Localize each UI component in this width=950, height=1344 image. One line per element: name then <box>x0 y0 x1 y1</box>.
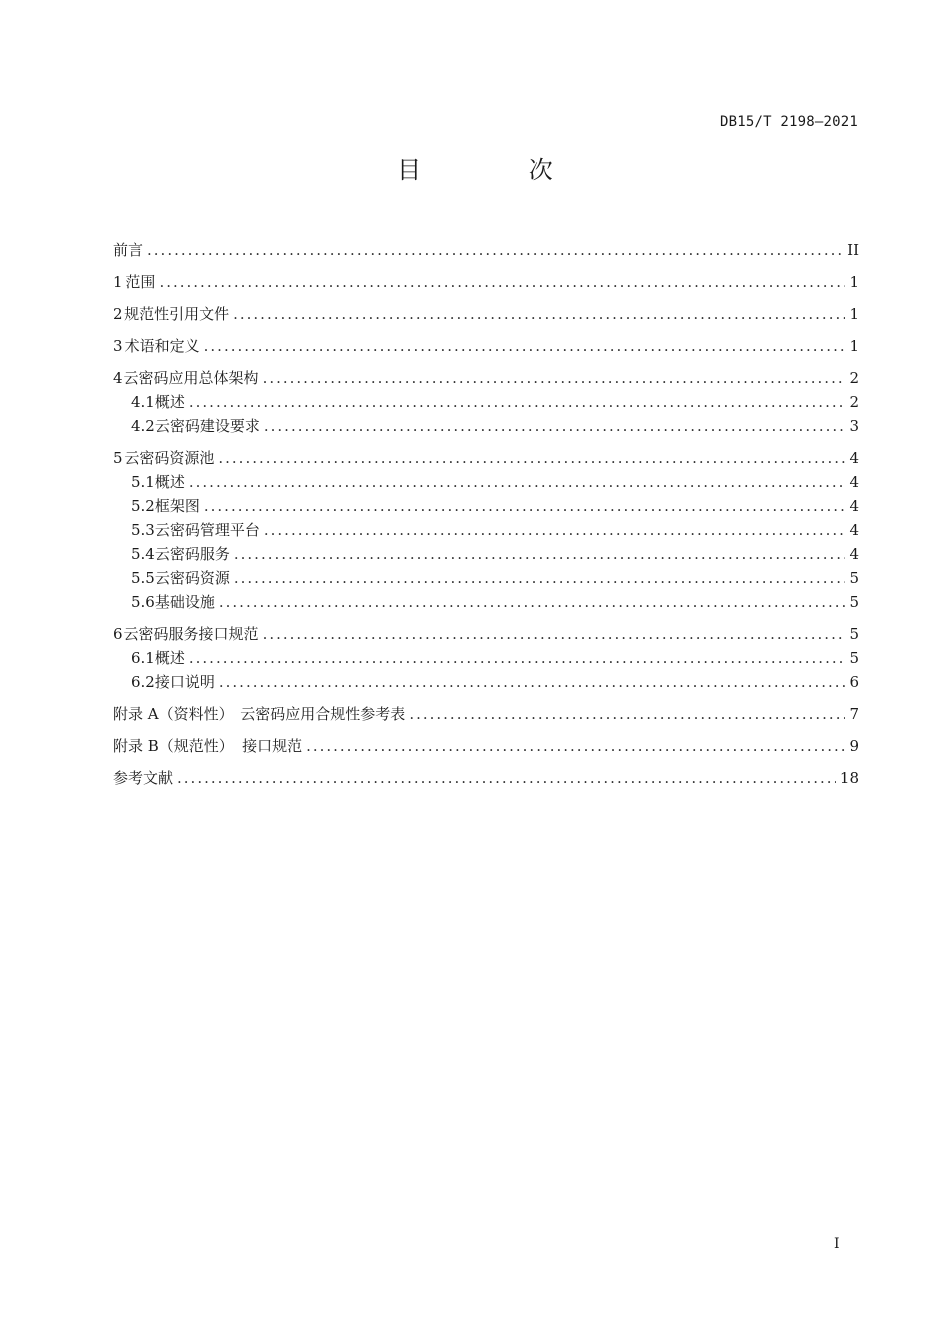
toc-entry[interactable] <box>113 390 859 414</box>
page-title: 目 次 <box>397 156 603 184</box>
toc-entry[interactable] <box>113 494 859 518</box>
toc-entry-number: 6 <box>113 625 123 643</box>
toc-entry[interactable] <box>113 702 859 726</box>
toc-leader-dots <box>204 494 845 518</box>
toc-leader-dots <box>234 542 845 566</box>
toc-entry[interactable] <box>113 670 859 694</box>
toc-leader-dots <box>177 766 836 790</box>
toc-entry-label: 云密码服务接口规范 <box>123 625 259 643</box>
toc-entry[interactable] <box>113 334 859 358</box>
toc-entry-label: 附录 B（规范性） <box>113 737 234 755</box>
toc-leader-dots <box>189 470 845 494</box>
toc-entry-page: 6 <box>849 673 859 691</box>
toc-entry[interactable] <box>113 366 859 390</box>
toc-entry-appendix-title: 云密码应用合规性参考表 <box>240 705 406 723</box>
toc-entry-page: 4 <box>849 497 859 515</box>
toc-entry-page: 5 <box>849 649 859 667</box>
toc-leader-dots <box>219 670 845 694</box>
page-number: I <box>834 1236 840 1252</box>
toc-leader-dots <box>263 366 845 390</box>
toc-entry[interactable] <box>113 518 859 542</box>
toc-entry-label: 概述 <box>154 649 185 667</box>
toc-entry-label: 附录 A（资料性） <box>113 705 234 723</box>
toc-entry-number: 5.4 <box>131 545 155 563</box>
toc-entry-number: 4.1 <box>131 393 155 411</box>
toc-entry-page: 4 <box>849 521 859 539</box>
toc-entry-label: 云密码资源 <box>154 569 230 587</box>
toc-entry-label: 云密码管理平台 <box>154 521 260 539</box>
toc-leader-dots <box>189 390 845 414</box>
toc-entry-number: 6.1 <box>131 649 155 667</box>
toc-leader-dots <box>189 646 845 670</box>
toc-leader-dots <box>264 518 845 542</box>
toc-entry-number: 5.1 <box>131 473 155 491</box>
toc-entry-label: 规范性引用文件 <box>124 305 230 323</box>
toc-entry-label: 前言 <box>113 241 144 259</box>
toc-entry[interactable] <box>113 734 859 758</box>
toc-leader-dots <box>159 270 845 294</box>
toc-leader-dots <box>147 238 843 262</box>
toc-entry-page: 4 <box>849 473 859 491</box>
toc-entry-number: 3 <box>113 337 123 355</box>
toc-leader-dots <box>204 334 845 358</box>
toc-leader-dots <box>234 566 845 590</box>
toc-entry[interactable] <box>113 590 859 614</box>
toc-entry-label: 概述 <box>154 473 185 491</box>
toc-entry-label: 概述 <box>154 393 185 411</box>
toc-entry-label: 云密码服务 <box>154 545 230 563</box>
toc-leader-dots <box>219 590 845 614</box>
toc-entry-page: 5 <box>849 625 859 643</box>
toc-leader-dots <box>218 446 845 470</box>
toc-entry-page: 5 <box>849 569 859 587</box>
toc-entry-page: 2 <box>849 393 859 411</box>
toc-entry[interactable] <box>113 238 859 262</box>
toc-entry[interactable] <box>113 766 859 790</box>
toc-entry[interactable] <box>113 646 859 670</box>
toc-entry-page: 1 <box>849 305 859 323</box>
toc-entry-label: 范围 <box>125 273 156 291</box>
toc-leader-dots <box>306 734 845 758</box>
toc-entry-label: 术语和定义 <box>124 337 200 355</box>
toc-entry-page: 9 <box>849 737 859 755</box>
toc-entry-number: 5 <box>113 449 123 467</box>
toc-entry-label: 云密码资源池 <box>124 449 215 467</box>
toc-entry-number: 5.5 <box>131 569 155 587</box>
toc-entry-number: 4 <box>113 369 123 387</box>
toc-entry-page: 7 <box>849 705 859 723</box>
toc-entry-number: 2 <box>113 305 123 323</box>
toc-entry-label: 框架图 <box>154 497 200 515</box>
toc-entry-page: II <box>847 241 859 259</box>
toc-entry-label: 接口说明 <box>154 673 215 691</box>
toc-entry-label: 云密码建设要求 <box>154 417 260 435</box>
toc-entry[interactable] <box>113 470 859 494</box>
toc-entry-number: 1 <box>113 273 123 291</box>
document-code: DB15/T 2198—2021 <box>719 114 858 130</box>
toc-entry[interactable] <box>113 566 859 590</box>
toc-entry-page: 4 <box>849 545 859 563</box>
toc-leader-dots <box>409 702 845 726</box>
table-of-contents <box>113 238 859 790</box>
toc-entry-page: 3 <box>849 417 859 435</box>
toc-entry-number: 6.2 <box>131 673 155 691</box>
toc-entry-number: 5.6 <box>131 593 155 611</box>
toc-entry-appendix-title: 接口规范 <box>242 737 303 755</box>
toc-leader-dots <box>264 414 845 438</box>
toc-entry-page: 2 <box>849 369 859 387</box>
toc-entry-label: 参考文献 <box>113 769 174 787</box>
toc-entry[interactable] <box>113 414 859 438</box>
toc-entry[interactable] <box>113 446 859 470</box>
toc-entry[interactable] <box>113 270 859 294</box>
toc-entry-number: 4.2 <box>131 417 155 435</box>
toc-leader-dots <box>263 622 845 646</box>
toc-entry[interactable] <box>113 542 859 566</box>
toc-entry-page: 1 <box>849 337 859 355</box>
toc-entry-page: 5 <box>849 593 859 611</box>
toc-entry[interactable] <box>113 622 859 646</box>
toc-entry-page: 1 <box>849 273 859 291</box>
toc-leader-dots <box>233 302 845 326</box>
toc-entry-page: 4 <box>849 449 859 467</box>
toc-entry-label: 云密码应用总体架构 <box>123 369 259 387</box>
toc-entry-label: 基础设施 <box>154 593 215 611</box>
toc-entry-page: 18 <box>839 769 859 787</box>
toc-entry[interactable] <box>113 302 859 326</box>
toc-entry-number: 5.3 <box>131 521 155 539</box>
toc-entry-number: 5.2 <box>131 497 155 515</box>
